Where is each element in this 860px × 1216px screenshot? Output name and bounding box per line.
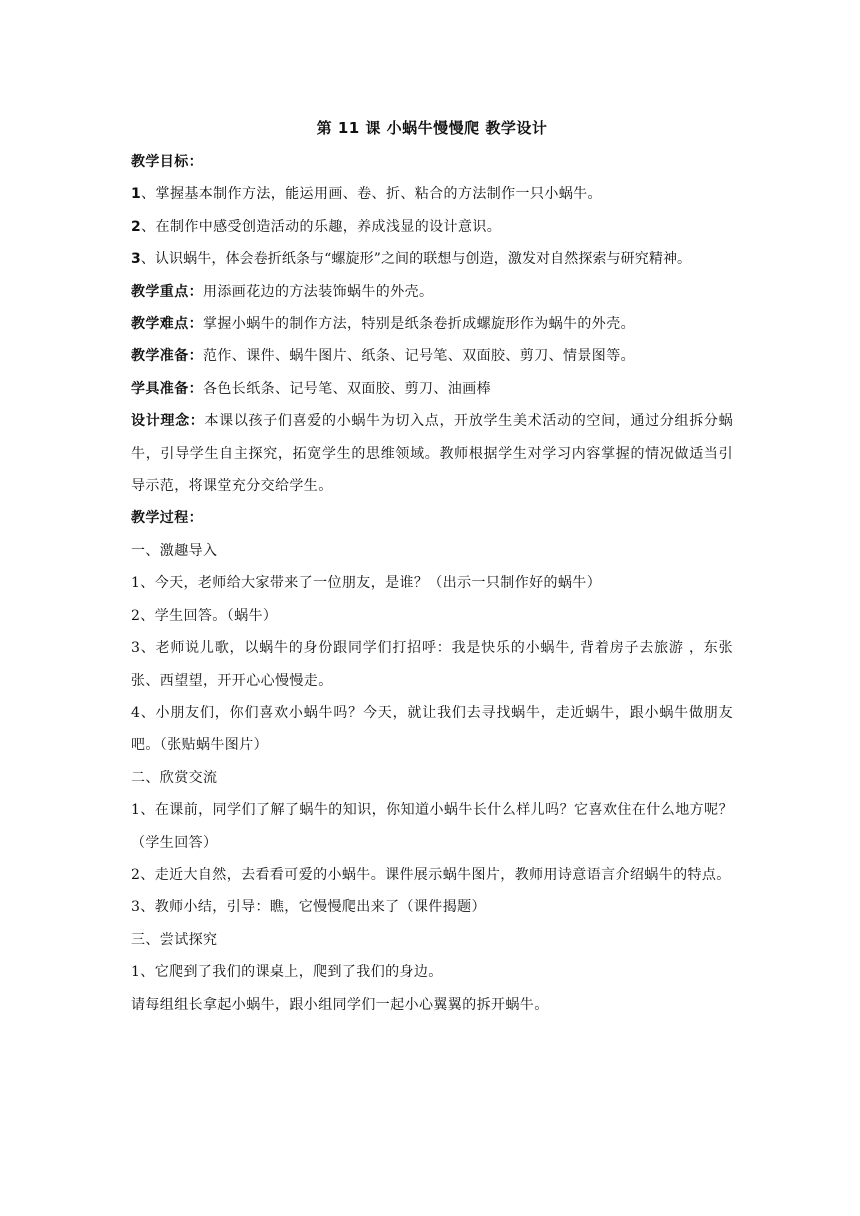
section-item: 3、老师说儿歌，以蜗牛的身份跟同学们打招呼：我是快乐的小蜗牛, 背着房子去旅游 ，东张张、西望望，开开心心慢慢走。 [131,640,733,689]
document-title: 第 11 课 小蜗牛慢慢爬 教学设计 [316,119,548,137]
section-item: 2、学生回答。（蜗牛） [131,607,278,624]
section-heading: 三、尝试探究 [131,931,218,948]
objective-item: 2、在制作中感受创造活动的乐趣，养成浅显的设计意识。 [131,218,502,235]
design-idea: 设计理念：本课以孩子们喜爱的小蜗牛为切入点，开放学生美术活动的空间，通过分组拆分蜗牛，引导学生自主探究，拓宽学生的思维领域。教师根据学生对学习内容掌握的情况做适当引导示范，将课堂充分交给学生。 [131,413,733,495]
objective-item: 1、掌握基本制作方法，能运用画、卷、折、粘合的方法制作一只小蜗牛。 [131,186,602,203]
section-heading: 二、欣赏交流 [131,769,218,786]
teacher-prep: 教学准备：范作、课件、蜗牛图片、纸条、记号笔、双面胶、剪刀、情景图等。 [131,348,635,365]
objectives-heading: 教学目标： [131,154,203,170]
section-item: 1、今天，老师给大家带来了一位朋友，是谁？（出示一只制作好的蜗牛） [131,575,602,592]
section-item: 1、在课前，同学们了解了蜗牛的知识，你知道小蜗牛长什么样儿吗？它喜欢住在什么地方呢？（学生回答） [131,802,733,851]
process-heading: 教学过程： [131,510,203,527]
student-prep: 学具准备：各色长纸条、记号笔、双面胶、剪刀、油画棒 [131,380,491,397]
section-item: 3、教师小结，引导：瞧，它慢慢爬出来了（课件揭题） [131,899,486,916]
design-idea-label: 设计理念： [131,413,205,430]
student-prep-label: 学具准备： [131,380,203,397]
key-point: 教学重点：用添画花边的方法装饰蜗牛的外壳。 [131,283,434,300]
section-item: 2、走近大自然，去看看可爱的小蜗牛。课件展示蜗牛图片，教师用诗意语言介绍蜗牛的特点。 [131,866,731,883]
section-item: 1、它爬到了我们的课桌上，爬到了我们的身边。 [131,964,443,981]
section-item: 请每组组长拿起小蜗牛，跟小组同学们一起小心翼翼的拆开蜗牛。 [131,996,549,1013]
section-item: 4、小朋友们，你们喜欢小蜗牛吗？今天，就让我们去寻找蜗牛，走近蜗牛，跟小蜗牛做朋友吧。（张贴蜗牛图片） [131,704,733,754]
section-heading: 一、激趣导入 [131,542,218,559]
objective-item: 3、认识蜗牛，体会卷折纸条与“螺旋形”之间的联想与创造，激发对自然探索与研究精神。 [131,251,692,268]
teacher-prep-label: 教学准备： [131,348,203,365]
difficulty: 教学难点：掌握小蜗牛的制作方法，特别是纸条卷折成螺旋形作为蜗牛的外壳。 [131,316,635,333]
document-body [131,115,733,1021]
difficulty-label: 教学难点： [131,316,203,333]
key-point-label: 教学重点： [131,283,203,300]
